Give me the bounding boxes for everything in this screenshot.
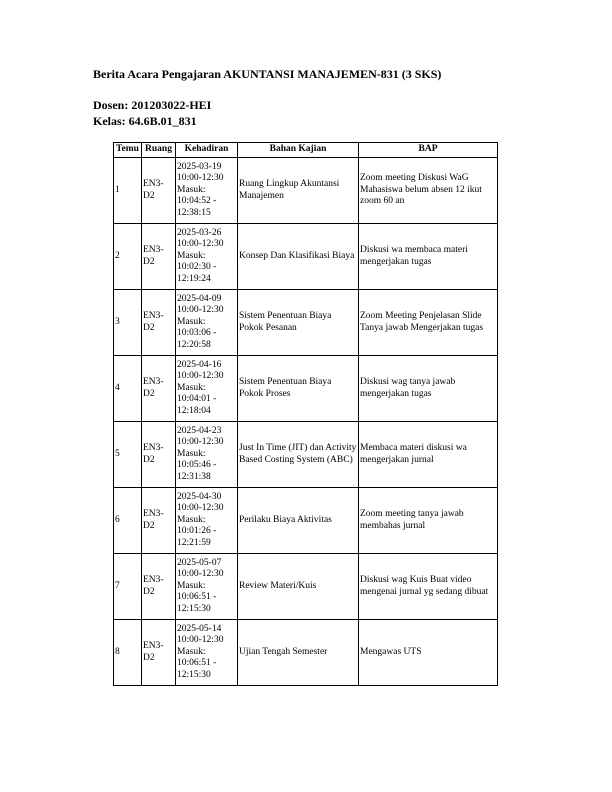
cell-ruang: EN3-D2: [142, 620, 176, 686]
header-ruang: Ruang: [142, 143, 176, 158]
cell-bap: Diskusi wag tanya jawab mengerjakan tugas: [359, 356, 498, 422]
cell-bahan-kajian: Sistem Penentuan Biaya Pokok Pesanan: [238, 290, 359, 356]
header-bahan-kajian: Bahan Kajian: [238, 143, 359, 158]
kehadiran-time: 10:00-12:30: [177, 305, 224, 316]
kehadiran-date: 2025-03-19: [177, 161, 222, 172]
cell-temu: 5: [114, 422, 142, 488]
kehadiran-masuk-start: 10:04:01 -: [177, 394, 217, 405]
cell-ruang: EN3-D2: [142, 488, 176, 554]
cell-kehadiran: [176, 356, 238, 422]
cell-temu: 1: [114, 158, 142, 224]
cell-kehadiran: [176, 422, 238, 488]
cell-temu: 8: [114, 620, 142, 686]
cell-bap: Zoom meeting Diskusi WaG Mahasiswa belum absen 12 ikut zoom 60 an: [359, 158, 498, 224]
cell-temu: 4: [114, 356, 142, 422]
cell-bahan-kajian: Konsep Dan Klasifikasi Biaya: [238, 224, 359, 290]
kehadiran-masuk-end: 12:31:38: [177, 471, 211, 482]
document-title: Berita Acara Pengajaran AKUNTANSI MANAJEMEN-831 (3 SKS): [93, 67, 442, 81]
cell-kehadiran: [176, 224, 238, 290]
cell-ruang: EN3-D2: [142, 290, 176, 356]
cell-kehadiran: [176, 290, 238, 356]
kehadiran-masuk-start: 10:05:46 -: [177, 460, 217, 471]
cell-kehadiran: [176, 488, 238, 554]
kehadiran-date: 2025-04-16: [177, 359, 222, 370]
cell-ruang: EN3-D2: [142, 224, 176, 290]
table-row: [114, 224, 498, 290]
table-row: [114, 620, 498, 686]
cell-bahan-kajian: Sistem Penentuan Biaya Pokok Proses: [238, 356, 359, 422]
kehadiran-masuk-start: 10:06:51 -: [177, 592, 217, 603]
kehadiran-masuk-label: Masuk:: [177, 382, 206, 393]
cell-bap: Zoom Meeting Penjelasan Slide Tanya jawab Mengerjakan tugas: [359, 290, 498, 356]
kehadiran-masuk-label: Masuk:: [177, 580, 206, 591]
kehadiran-time: 10:00-12:30: [177, 437, 224, 448]
kehadiran-date: 2025-05-14: [177, 623, 222, 634]
class-label: Kelas: 64.6B.01_831: [93, 114, 197, 128]
kehadiran-masuk-start: 10:04:52 -: [177, 196, 217, 207]
kehadiran-masuk-label: Masuk:: [177, 514, 206, 525]
kehadiran-masuk-end: 12:21:59: [177, 537, 211, 548]
header-temu: Temu: [114, 143, 142, 158]
cell-ruang: EN3-D2: [142, 158, 176, 224]
kehadiran-time: 10:00-12:30: [177, 503, 224, 514]
kehadiran-masuk-end: 12:15:30: [177, 603, 211, 614]
kehadiran-date: 2025-04-23: [177, 425, 222, 436]
cell-ruang: EN3-D2: [142, 422, 176, 488]
cell-bahan-kajian: Perilaku Biaya Aktivitas: [238, 488, 359, 554]
kehadiran-masuk-end: 12:15:30: [177, 669, 211, 680]
cell-kehadiran: [176, 158, 238, 224]
cell-temu: 6: [114, 488, 142, 554]
cell-ruang: EN3-D2: [142, 554, 176, 620]
table-row: [114, 554, 498, 620]
table-header-row: [114, 143, 498, 158]
table-row: [114, 158, 498, 224]
kehadiran-masuk-start: 10:06:51 -: [177, 658, 217, 669]
kehadiran-time: 10:00-12:30: [177, 371, 224, 382]
cell-bap: Mengawas UTS: [359, 620, 498, 686]
kehadiran-time: 10:00-12:30: [177, 239, 224, 250]
kehadiran-masuk-start: 10:02:30 -: [177, 262, 217, 273]
cell-temu: 3: [114, 290, 142, 356]
cell-bap: Zoom meeting tanya jawab membahas jurnal: [359, 488, 498, 554]
kehadiran-date: 2025-04-30: [177, 491, 222, 502]
cell-bahan-kajian: Ruang Lingkup Akuntansi Manajemen: [238, 158, 359, 224]
kehadiran-time: 10:00-12:30: [177, 173, 224, 184]
cell-bap: Membaca materi diskusi wa mengerjakan jurnal: [359, 422, 498, 488]
kehadiran-masuk-end: 12:38:15: [177, 207, 211, 218]
lecturer-label: Dosen: 201203022-HEI: [93, 98, 212, 112]
cell-bap: Diskusi wa membaca materi mengerjakan tugas: [359, 224, 498, 290]
table-row: [114, 356, 498, 422]
kehadiran-date: 2025-04-09: [177, 293, 222, 304]
kehadiran-masuk-start: 10:01:26 -: [177, 526, 217, 537]
table-row: [114, 422, 498, 488]
kehadiran-masuk-label: Masuk:: [177, 448, 206, 459]
kehadiran-date: 2025-05-07: [177, 557, 222, 568]
kehadiran-masuk-label: Masuk:: [177, 316, 206, 327]
kehadiran-masuk-label: Masuk:: [177, 646, 206, 657]
cell-bahan-kajian: Just In Time (JIT) dan Activity Based Costing System (ABC): [238, 422, 359, 488]
kehadiran-masuk-end: 12:20:58: [177, 339, 211, 350]
cell-temu: 2: [114, 224, 142, 290]
cell-bahan-kajian: Review Materi/Kuis: [238, 554, 359, 620]
kehadiran-time: 10:00-12:30: [177, 635, 224, 646]
kehadiran-masuk-label: Masuk:: [177, 250, 206, 261]
kehadiran-date: 2025-03-26: [177, 227, 222, 238]
cell-temu: 7: [114, 554, 142, 620]
table-row: [114, 488, 498, 554]
kehadiran-masuk-end: 12:18:04: [177, 405, 211, 416]
kehadiran-masuk-label: Masuk:: [177, 184, 206, 195]
cell-bap: Diskusi wag Kuis Buat video mengenai jurnal yg sedang dibuat: [359, 554, 498, 620]
cell-kehadiran: [176, 620, 238, 686]
kehadiran-masuk-start: 10:03:06 -: [177, 328, 217, 339]
header-kehadiran: Kehadiran: [176, 143, 238, 158]
header-bap: BAP: [359, 143, 498, 158]
cell-kehadiran: [176, 554, 238, 620]
table-row: [114, 290, 498, 356]
kehadiran-masuk-end: 12:19:24: [177, 273, 211, 284]
kehadiran-time: 10:00-12:30: [177, 569, 224, 580]
cell-bahan-kajian: Ujian Tengah Semester: [238, 620, 359, 686]
cell-ruang: EN3-D2: [142, 356, 176, 422]
teaching-record-table: [113, 142, 498, 686]
